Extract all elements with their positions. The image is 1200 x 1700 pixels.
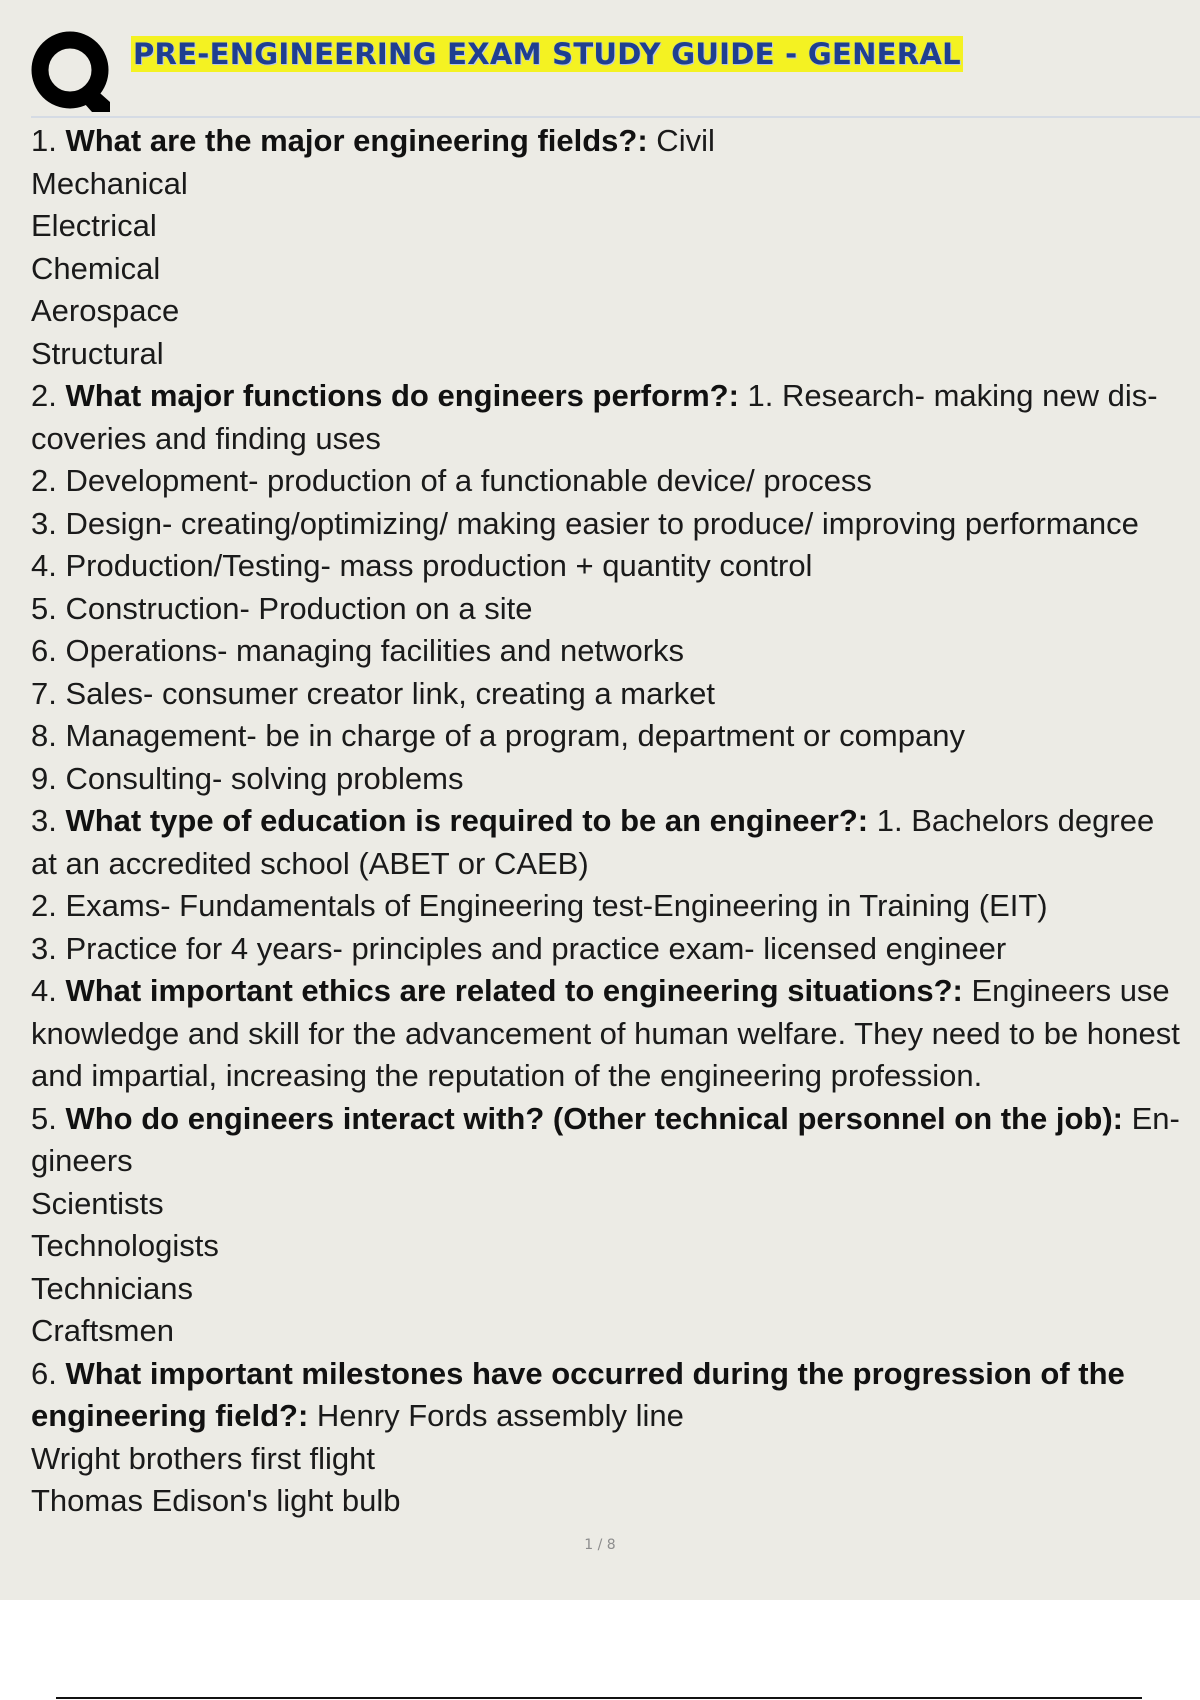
answer-line: Chemical	[31, 250, 161, 286]
question-line	[31, 1098, 1200, 1141]
question-number: 5.	[31, 1100, 66, 1136]
answer-line: Wright brothers first flight	[31, 1440, 375, 1476]
answer-text: Civil	[647, 123, 715, 158]
question-number: 4.	[31, 973, 66, 1008]
footer-divider	[56, 1697, 1142, 1699]
answer-line: gineers	[31, 1143, 133, 1178]
answer-line: Technologists	[31, 1228, 219, 1263]
study-guide-content	[31, 120, 1200, 1523]
question-text: Who do engineers interact with? (Other technical personnel on the job):	[65, 1100, 1123, 1136]
answer-line: 5. Construction- Production on a site	[31, 590, 533, 626]
answer-line: 2. Exams- Fundamentals of Engineering test-Engineering in Training (EIT)	[31, 888, 1048, 923]
q-logo-icon	[30, 28, 114, 116]
answer-text: Engineers use	[962, 973, 1170, 1008]
answer-line: 3. Design- creating/optimizing/ making easier to produce/ improving performance	[31, 505, 1139, 541]
question-text: engineering field?:	[31, 1398, 309, 1433]
question-line	[31, 1395, 1200, 1438]
answer-line: 9. Consulting- solving problems	[31, 760, 464, 796]
answer-line: Craftsmen	[31, 1313, 174, 1348]
answer-line: Technicians	[31, 1270, 193, 1306]
question-line	[31, 800, 1200, 843]
answer-line: 8. Management- be in charge of a program, department or company	[31, 718, 965, 753]
answer-line: Thomas Edison's light bulb	[31, 1483, 401, 1518]
header-divider	[31, 116, 1200, 118]
question-text: What important ethics are related to engineering situations?:	[65, 973, 963, 1008]
answer-line: 4. Production/Testing- mass production + quantity control	[31, 548, 813, 583]
answer-text: 1. Research- making new dis-	[738, 378, 1158, 413]
question-line	[31, 120, 1200, 163]
question-text: What type of education is required to be an engineer?:	[65, 803, 869, 838]
answer-line: Scientists	[31, 1185, 164, 1221]
answer-line: 2. Development- production of a functionable device/ process	[31, 463, 872, 498]
question-line	[31, 970, 1200, 1013]
answer-line: 6. Operations- managing facilities and networks	[31, 633, 685, 668]
question-text: What important milestones have occurred during the progression of the	[65, 1355, 1125, 1391]
question-number: 3.	[31, 803, 66, 838]
question-number: 1.	[31, 123, 66, 158]
answer-text: Henry Fords assembly line	[308, 1398, 684, 1433]
answer-line: Aerospace	[31, 293, 180, 328]
answer-line: 7. Sales- consumer creator link, creating a market	[31, 675, 715, 711]
page-number: 1 / 8	[584, 1537, 616, 1553]
answer-line: Structural	[31, 335, 164, 371]
answer-line: and impartial, increasing the reputation of the engineering profession.	[31, 1058, 983, 1093]
question-number: 6.	[31, 1355, 66, 1391]
document-title: PRE-ENGINEERING EXAM STUDY GUIDE - GENERAL	[133, 37, 961, 71]
question-line	[31, 375, 1200, 418]
answer-line: 3. Practice for 4 years- principles and practice exam- licensed engineer	[31, 930, 1007, 966]
question-text: What major functions do engineers perform?:	[65, 378, 739, 413]
question-number: 2.	[31, 378, 66, 413]
answer-line: coveries and finding uses	[31, 420, 381, 456]
question-text: What are the major engineering fields?:	[65, 123, 648, 158]
answer-text: En-	[1122, 1100, 1180, 1136]
answer-line: Electrical	[31, 208, 157, 243]
answer-line: at an accredited school (ABET or CAEB)	[31, 845, 589, 881]
answer-text: 1. Bachelors degree	[868, 803, 1155, 838]
answer-line: knowledge and skill for the advancement of human welfare. They need to be honest	[31, 1015, 1180, 1051]
question-line	[31, 1353, 1200, 1396]
answer-line: Mechanical	[31, 165, 188, 201]
